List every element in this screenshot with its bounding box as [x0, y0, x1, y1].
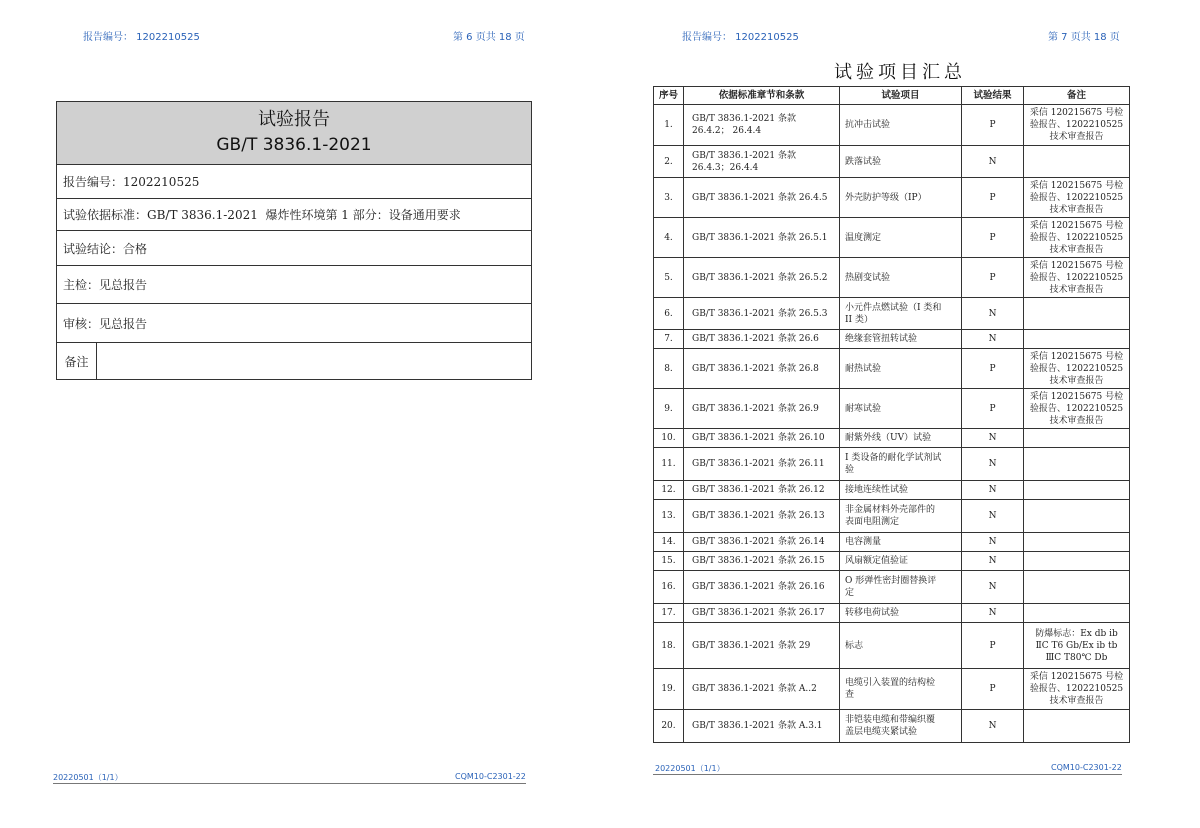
row-note: 采信 120215675 号检 验报告、1202210525 技术审查报告: [1024, 218, 1130, 258]
row-number: 12.: [654, 481, 684, 500]
report-row-number: [57, 165, 531, 199]
row-result: N: [962, 448, 1024, 481]
report-box: [56, 101, 532, 380]
row-test-item: 电缆引入装置的结构检 查: [840, 669, 962, 710]
row-number: 8.: [654, 349, 684, 389]
row-note: [1024, 330, 1130, 349]
row-test-item: 电容测量: [840, 533, 962, 552]
row-test-item: 跌落试验: [840, 146, 962, 178]
row-number: 1.: [654, 105, 684, 146]
col-header-note: 备注: [1024, 87, 1130, 105]
row-standard-clause: GB/T 3836.1-2021 条款 26.13: [684, 500, 840, 533]
table-row: [654, 552, 1130, 571]
row-result: N: [962, 298, 1024, 330]
row-result: P: [962, 258, 1024, 298]
summary-title: 试验项目汇总: [834, 62, 966, 83]
row-standard-clause: GB/T 3836.1-2021 条款 26.4.3；26.4.4: [684, 146, 840, 178]
row-note: [1024, 552, 1130, 571]
row-note: [1024, 710, 1130, 743]
header-report-no: 报告编号： 1202210525: [682, 32, 799, 43]
table-row: [654, 481, 1130, 500]
row-note: 采信 120215675 号检 验报告、1202210525 技术审查报告: [1024, 389, 1130, 429]
row-standard-clause: GB/T 3836.1-2021 条款 26.17: [684, 604, 840, 623]
row-note: 防爆标志：Ex db ib ⅡC T6 Gb/Ex ib tb ⅢC T80℃ Db: [1024, 623, 1130, 669]
row-result: P: [962, 218, 1024, 258]
row-number: 20.: [654, 710, 684, 743]
row-note: [1024, 500, 1130, 533]
row-standard-clause: GB/T 3836.1-2021 条款 26.6: [684, 330, 840, 349]
row-result: N: [962, 552, 1024, 571]
table-row: [654, 178, 1130, 218]
row-standard-clause: GB/T 3836.1-2021 条款 A.3.1: [684, 710, 840, 743]
row-result: N: [962, 500, 1024, 533]
row-result: P: [962, 105, 1024, 146]
row-standard-clause: GB/T 3836.1-2021 条款 A..2: [684, 669, 840, 710]
row-result: N: [962, 533, 1024, 552]
row-note: [1024, 146, 1130, 178]
col-header-standard: 依据标准章节和条款: [684, 87, 840, 105]
row-number: 9.: [654, 389, 684, 429]
report-standard: GB/T 3836.1-2021: [216, 135, 372, 155]
table-row: [654, 429, 1130, 448]
row-note: 采信 120215675 号检 验报告、1202210525 技术审查报告: [1024, 178, 1130, 218]
row-note: [1024, 429, 1130, 448]
row-number: 4.: [654, 218, 684, 258]
row-standard-clause: GB/T 3836.1-2021 条款 26.5.1: [684, 218, 840, 258]
row-result: N: [962, 146, 1024, 178]
row-number: 7.: [654, 330, 684, 349]
row-standard-clause: GB/T 3836.1-2021 条款 26.14: [684, 533, 840, 552]
table-row: [654, 218, 1130, 258]
row-note: 采信 120215675 号检 验报告、1202210525 技术审查报告: [1024, 258, 1130, 298]
row-result: P: [962, 178, 1024, 218]
row-standard-clause: GB/T 3836.1-2021 条款 26.9: [684, 389, 840, 429]
row-number: 18.: [654, 623, 684, 669]
row-test-item: 转移电荷试验: [840, 604, 962, 623]
col-header-result: 试验结果: [962, 87, 1024, 105]
row-result: N: [962, 481, 1024, 500]
table-row: [654, 533, 1130, 552]
row-standard-clause: GB/T 3836.1-2021 条款 26.10: [684, 429, 840, 448]
table-row: [654, 710, 1130, 743]
row-test-item: O 形弹性密封圈替换评 定: [840, 571, 962, 604]
header-report-no: 报告编号： 1202210525: [83, 32, 200, 43]
footer-code: CQM10-C2301-22: [455, 772, 526, 781]
row-test-item: 耐热试验: [840, 349, 962, 389]
report-row-conclusion: [57, 231, 531, 266]
row-result: P: [962, 623, 1024, 669]
row-test-item: 温度测定: [840, 218, 962, 258]
row-note: [1024, 604, 1130, 623]
table-row: [654, 330, 1130, 349]
row-standard-clause: GB/T 3836.1-2021 条款 26.8: [684, 349, 840, 389]
row-note: [1024, 448, 1130, 481]
footer-rule: [653, 774, 1122, 775]
row-result: N: [962, 330, 1024, 349]
row-number: 14.: [654, 533, 684, 552]
report-row-inspector: [57, 266, 531, 304]
row-standard-clause: GB/T 3836.1-2021 条款 26.5.3: [684, 298, 840, 330]
row-test-item: 热剧变试验: [840, 258, 962, 298]
row-test-item: 抗冲击试验: [840, 105, 962, 146]
table-row: [654, 146, 1130, 178]
row-test-item: 外壳防护等级（IP）: [840, 178, 962, 218]
row-test-item: 标志: [840, 623, 962, 669]
row-number: 17.: [654, 604, 684, 623]
report-title: 试验报告: [258, 109, 330, 130]
report-row-standard: [57, 199, 531, 231]
table-row: [654, 669, 1130, 710]
row-number: 5.: [654, 258, 684, 298]
header-page-number: 第 7 页共 18 页: [1048, 32, 1120, 43]
row-number: 11.: [654, 448, 684, 481]
col-header-no: 序号: [654, 87, 684, 105]
report-inspector-text: 主检：见总报告: [63, 278, 148, 292]
row-result: N: [962, 604, 1024, 623]
row-standard-clause: GB/T 3836.1-2021 条款 26.5.2: [684, 258, 840, 298]
table-row: [654, 349, 1130, 389]
row-number: 15.: [654, 552, 684, 571]
col-header-item: 试验项目: [840, 87, 962, 105]
row-number: 6.: [654, 298, 684, 330]
row-note: 采信 120215675 号检 验报告、1202210525 技术审查报告: [1024, 105, 1130, 146]
report-reviewer-text: 审核：见总报告: [63, 316, 148, 331]
table-row: [654, 623, 1130, 669]
footer-date: 20220501（1/1）: [655, 764, 725, 773]
summary-table-body: [654, 105, 1130, 743]
row-standard-clause: GB/T 3836.1-2021 条款 26.11: [684, 448, 840, 481]
row-test-item: 耐寒试验: [840, 389, 962, 429]
report-number-text: 报告编号：1202210525: [63, 175, 200, 189]
row-result: N: [962, 429, 1024, 448]
remark-label: 备注: [57, 343, 97, 379]
row-standard-clause: GB/T 3836.1-2021 条款 26.12: [684, 481, 840, 500]
row-result: N: [962, 710, 1024, 743]
report-conclusion-text: 试验结论：合格: [63, 241, 148, 256]
table-row: [654, 105, 1130, 146]
row-result: P: [962, 349, 1024, 389]
footer-code: CQM10-C2301-22: [1051, 763, 1122, 772]
row-test-item: 风扇额定值验证: [840, 552, 962, 571]
row-test-item: 非铠装电缆和带编织覆 盖层电缆夹紧试验: [840, 710, 962, 743]
row-number: 2.: [654, 146, 684, 178]
table-row: [654, 448, 1130, 481]
row-note: [1024, 481, 1130, 500]
row-result: N: [962, 571, 1024, 604]
row-test-item: 接地连续性试验: [840, 481, 962, 500]
row-standard-clause: GB/T 3836.1-2021 条款 26.16: [684, 571, 840, 604]
row-test-item: 小元件点燃试验（I 类和 II 类）: [840, 298, 962, 330]
row-test-item: 耐紫外线（UV）试验: [840, 429, 962, 448]
row-standard-clause: GB/T 3836.1-2021 条款 26.4.2； 26.4.4: [684, 105, 840, 146]
row-number: 19.: [654, 669, 684, 710]
right-page: [600, 0, 1200, 828]
row-note: 采信 120215675 号检 验报告、1202210525 技术审查报告: [1024, 669, 1130, 710]
row-note: 采信 120215675 号检 验报告、1202210525 技术审查报告: [1024, 349, 1130, 389]
footer-date: 20220501（1/1）: [53, 773, 123, 782]
report-basis-text: 试验依据标准：GB/T 3836.1-2021 爆炸性环境第 1 部分：设备通用要求: [63, 208, 461, 222]
report-row-reviewer: [57, 304, 531, 343]
row-number: 16.: [654, 571, 684, 604]
row-number: 13.: [654, 500, 684, 533]
row-test-item: 非金属材料外壳部件的 表面电阻测定: [840, 500, 962, 533]
table-header-row: [654, 87, 1130, 105]
report-row-remark: [57, 343, 531, 379]
row-standard-clause: GB/T 3836.1-2021 条款 29: [684, 623, 840, 669]
table-row: [654, 389, 1130, 429]
table-row: [654, 604, 1130, 623]
footer-rule: [53, 783, 526, 784]
row-test-item: I 类设备的耐化学试剂试 验: [840, 448, 962, 481]
row-number: 10.: [654, 429, 684, 448]
report-heading: [57, 102, 531, 165]
row-standard-clause: GB/T 3836.1-2021 条款 26.4.5: [684, 178, 840, 218]
header-page-number: 第 6 页共 18 页: [453, 32, 525, 43]
summary-table: [653, 86, 1130, 743]
row-note: [1024, 533, 1130, 552]
table-row: [654, 571, 1130, 604]
row-test-item: 绝缘套管扭转试验: [840, 330, 962, 349]
table-row: [654, 500, 1130, 533]
row-note: [1024, 298, 1130, 330]
row-number: 3.: [654, 178, 684, 218]
row-result: P: [962, 389, 1024, 429]
row-result: P: [962, 669, 1024, 710]
row-note: [1024, 571, 1130, 604]
table-row: [654, 258, 1130, 298]
row-standard-clause: GB/T 3836.1-2021 条款 26.15: [684, 552, 840, 571]
table-row: [654, 298, 1130, 330]
